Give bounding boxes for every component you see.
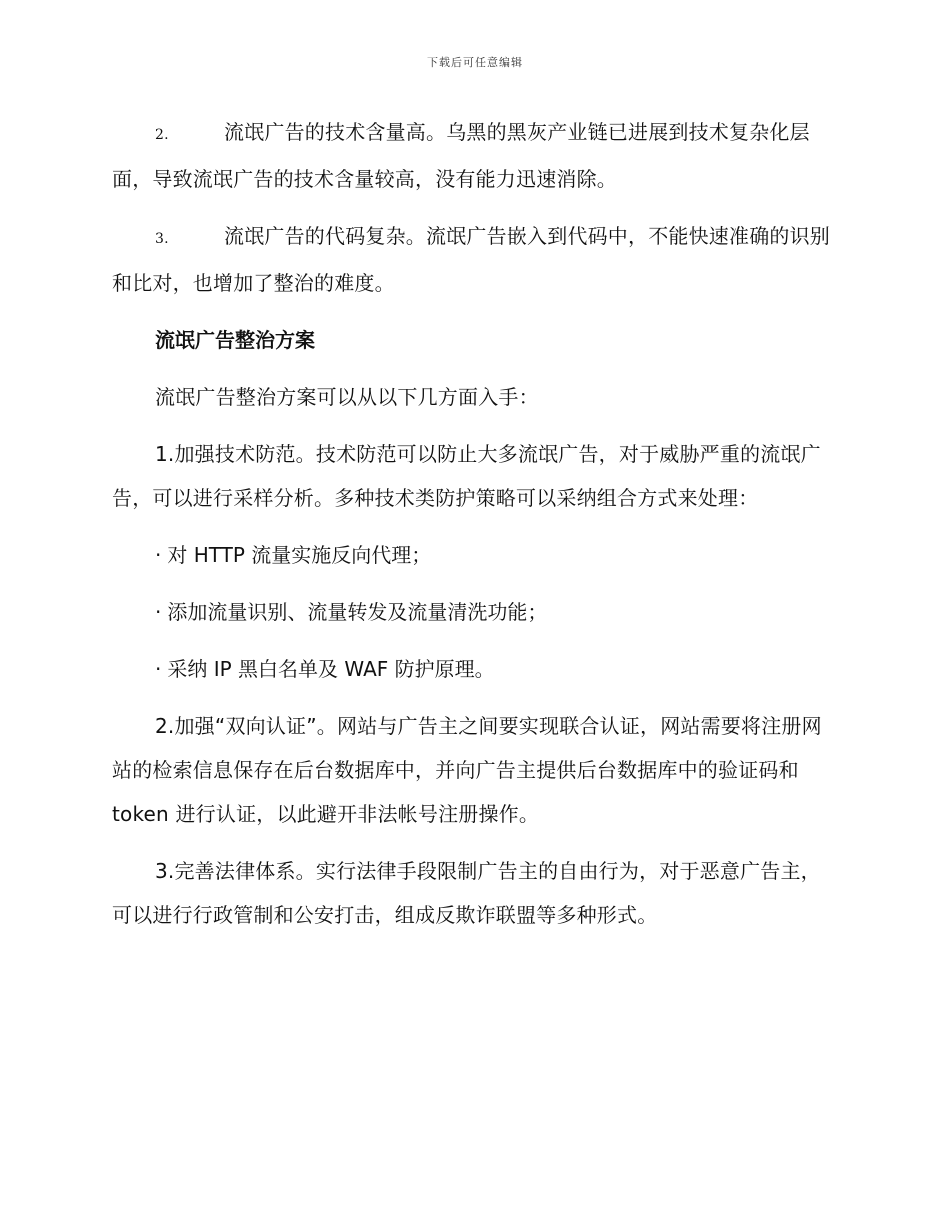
item-text: 流氓广告的技术含量高。乌黑的黑灰产业链已进展到技术复杂化层面，导致流氓广告的技术含量较高，没有能力迅速消除。 [112,120,810,191]
header-note: 下载后可任意编辑 [427,56,523,69]
intro-paragraph: 流氓广告整治方案可以从以下几方面入手： [155,385,539,409]
item-number: 2. [155,127,169,143]
bullet-text: 对 HTTP 流量实施反向代理； [167,543,432,567]
bullet-dot: · [155,657,162,681]
list-item-2 [112,110,834,201]
measure-1-paragraph: 1.加强技术防范。技术防范可以防止大多流氓广告，对于威胁严重的流氓广告，可以进行采样分析。多种技术类防护策略可以采纳组合方式来处理： [112,442,821,510]
bullet-item [112,647,834,691]
bullet-dot: · [155,600,162,624]
measure-2-paragraph: 2.加强“双向认证”。网站与广告主之间要实现联合认证，网站需要将注册网站的检索信息保存在后台数据库中，并向广告主提供后台数据库中的验证码和 token 进行认证，以此避开非法帐号注册操作。 [112,714,822,826]
section-heading: 流氓广告整治方案 [155,328,315,352]
measure-3-paragraph: 3.完善法律体系。实行法律手段限制广告主的自由行为，对于恶意广告主，可以进行行政管制和公安打击，组成反欺诈联盟等多种形式。 [112,859,821,927]
list-item-3 [112,214,834,305]
bullet-item [112,590,834,634]
bullet-dot: · [155,543,162,567]
item-text: 流氓广告的代码复杂。流氓广告嵌入到代码中，不能快速准确的识别和比对，也增加了整治的难度。 [112,224,830,295]
bullet-item [112,533,834,577]
bullet-text: 采纳 IP 黑白名单及 WAF 防护原理。 [167,657,495,681]
bullet-text: 添加流量识别、流量转发及流量清洗功能； [167,600,548,624]
document-body [112,110,834,950]
item-number: 3. [155,231,169,247]
